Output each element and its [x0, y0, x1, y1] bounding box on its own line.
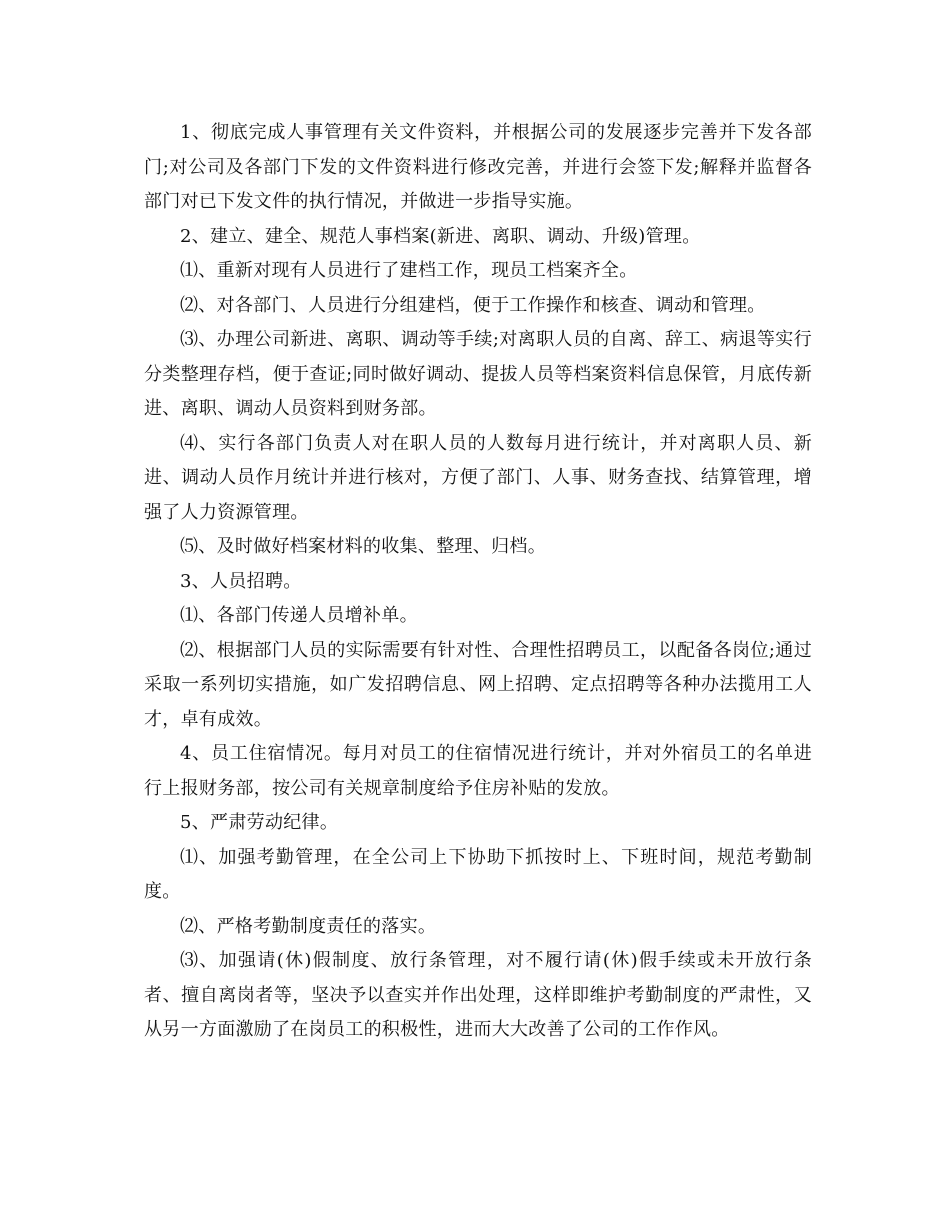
paragraph-5-3: ⑶、加强请(休)假制度、放行条管理，对不履行请(休)假手续或未开放行条者、擅自离岗者等，坚决予以查实并作出处理，这样即维护考勤制度的严肃性，又从另一方面激励了在岗员工的积极性，进而大大改善了公司的工作作风。	[144, 950, 812, 1040]
paragraph-2-3: ⑶、办理公司新进、离职、调动等手续;对离职人员的自离、辞工、病退等实行分类整理存档，便于查证;同时做好调动、提拔人员等档案资料信息保管，月底传新进、离职、调动人员资料到财务部。	[144, 329, 812, 419]
paragraph-2-2: ⑵、对各部门、人员进行分组建档，便于工作操作和核查、调动和管理。	[180, 294, 766, 316]
paragraph-2-1: ⑴、重新对现有人员进行了建档工作，现员工档案齐全。	[180, 260, 638, 281]
paragraph-2-4: ⑷、实行各部门负责人对在职人员的人数每月进行统计，并对离职人员、新进、调动人员作月统计并进行核对，方便了部门、人事、财务查找、结算管理，增强了人力资源管理。	[144, 432, 812, 523]
paragraph-2-5: ⑸、及时做好档案材料的收集、整理、归档。	[180, 536, 546, 557]
document-body	[144, 116, 812, 1048]
paragraph-2: 2、建立、建全、规范人事档案(新进、离职、调动、升级)管理。	[180, 225, 701, 247]
paragraph-4: 4、员工住宿情况。每月对员工的住宿情况进行统计，并对外宿员工的名单进行上报财务部，按公司有关规章制度给予住房补贴的发放。	[144, 743, 812, 799]
paragraph-3: 3、人员招聘。	[180, 570, 302, 592]
paragraph-5-1: ⑴、加强考勤管理，在全公司上下协助下抓按时上、下班时间，规范考勤制度。	[144, 846, 812, 902]
paragraph-3-1: ⑴、各部门传递人员增补单。	[180, 605, 418, 626]
paragraph-5-2: ⑵、严格考勤制度责任的落实。	[180, 915, 437, 937]
paragraph-5: 5、严肃劳动纪律。	[180, 812, 339, 833]
paragraph-3-2: ⑵、根据部门人员的实际需要有针对性、合理性招聘员工，以配备各岗位;通过采取一系列切实措施，如广发招聘信息、网上招聘、定点招聘等各种办法揽用工人才，卓有成效。	[144, 639, 812, 730]
paragraph-1: 1、彻底完成人事管理有关文件资料，并根据公司的发展逐步完善并下发各部门;对公司及各部门下发的文件资料进行修改完善，并进行会签下发;解释并监督各部门对已下发文件的执行情况，并做进一步指导实施。	[144, 122, 812, 212]
